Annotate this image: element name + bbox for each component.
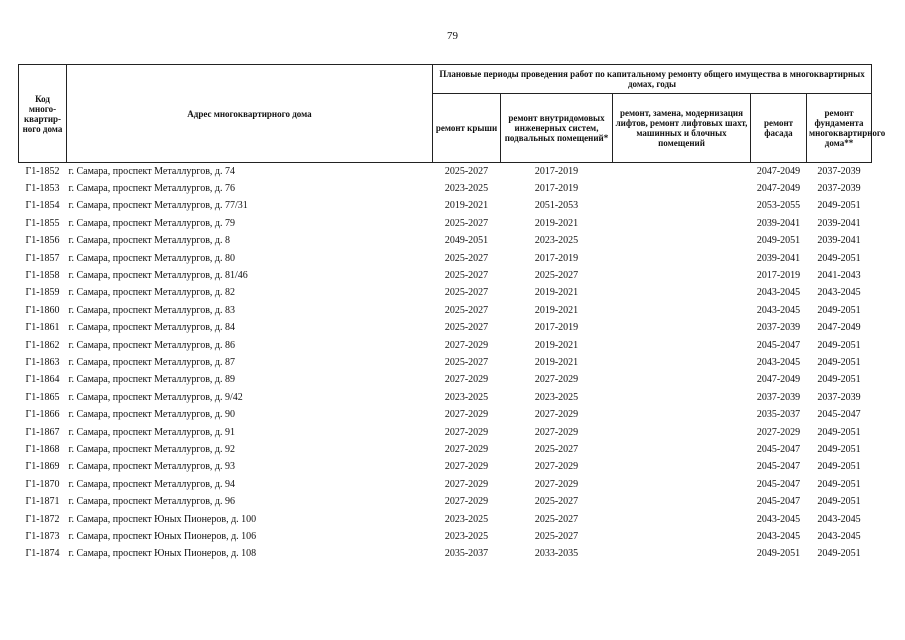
cell-foundation: 2049-2051 bbox=[817, 461, 861, 473]
cell-systems: 2017-2019 bbox=[534, 183, 579, 195]
cell-systems: 2051-2053 bbox=[534, 200, 579, 212]
cell-code: Г1-1867 bbox=[25, 426, 60, 438]
cell-facade: 2047-2049 bbox=[756, 374, 801, 386]
table-row bbox=[19, 476, 872, 493]
cell-address: г. Самара, проспект Юных Пионеров, д. 100 bbox=[68, 513, 257, 525]
cell-code: Г1-1859 bbox=[25, 287, 60, 299]
cell-facade: 2043-2045 bbox=[756, 356, 801, 368]
cell-roof: 2027-2029 bbox=[444, 443, 489, 455]
cell-systems: 2019-2021 bbox=[534, 287, 579, 299]
table-row bbox=[19, 163, 872, 181]
cell-address: г. Самара, проспект Металлургов, д. 9/42 bbox=[68, 391, 243, 403]
cell-lifts bbox=[613, 389, 751, 406]
cell-lifts bbox=[613, 285, 751, 302]
header-address: Адрес многоквартирного дома bbox=[67, 65, 433, 163]
cell-code: Г1-1858 bbox=[25, 270, 60, 282]
cell-facade: 2047-2049 bbox=[756, 183, 801, 195]
cell-systems: 2025-2027 bbox=[534, 496, 579, 508]
cell-lifts bbox=[613, 163, 751, 181]
cell-address: г. Самара, проспект Металлургов, д. 74 bbox=[68, 165, 236, 177]
cell-facade: 2045-2047 bbox=[756, 339, 801, 351]
table-row bbox=[19, 546, 872, 563]
cell-systems: 2027-2029 bbox=[534, 409, 579, 421]
cell-address: г. Самара, проспект Металлургов, д. 92 bbox=[68, 443, 236, 455]
cell-lifts bbox=[613, 476, 751, 493]
cell-code: Г1-1873 bbox=[25, 530, 60, 542]
cell-lifts bbox=[613, 180, 751, 197]
cell-systems: 2027-2029 bbox=[534, 374, 579, 386]
cell-roof: 2027-2029 bbox=[444, 461, 489, 473]
cell-facade: 2027-2029 bbox=[756, 426, 801, 438]
cell-facade: 2017-2019 bbox=[756, 270, 801, 282]
cell-foundation: 2039-2041 bbox=[817, 235, 861, 247]
cell-roof: 2035-2037 bbox=[444, 548, 489, 560]
cell-lifts bbox=[613, 372, 751, 389]
cell-roof: 2027-2029 bbox=[444, 409, 489, 421]
cell-facade: 2053-2055 bbox=[756, 200, 801, 212]
cell-systems: 2025-2027 bbox=[534, 513, 579, 525]
cell-foundation: 2037-2039 bbox=[817, 183, 861, 195]
cell-foundation: 2049-2051 bbox=[817, 548, 861, 560]
cell-roof: 2025-2027 bbox=[444, 165, 489, 177]
table-row bbox=[19, 180, 872, 197]
cell-foundation: 2043-2045 bbox=[817, 530, 861, 542]
table-row bbox=[19, 215, 872, 232]
cell-roof: 2027-2029 bbox=[444, 339, 489, 351]
cell-systems: 2017-2019 bbox=[534, 322, 579, 334]
table-row bbox=[19, 233, 872, 250]
cell-facade: 2043-2045 bbox=[756, 513, 801, 525]
cell-code: Г1-1862 bbox=[25, 339, 60, 351]
cell-roof: 2027-2029 bbox=[444, 374, 489, 386]
cell-code: Г1-1855 bbox=[25, 217, 60, 229]
table-row bbox=[19, 424, 872, 441]
cell-code: Г1-1861 bbox=[25, 322, 60, 334]
cell-facade: 2047-2049 bbox=[756, 165, 801, 177]
cell-lifts bbox=[613, 354, 751, 371]
cell-foundation: 2047-2049 bbox=[817, 322, 861, 334]
cell-foundation: 2043-2045 bbox=[817, 287, 861, 299]
header-roof: ремонт крыши bbox=[433, 94, 501, 163]
cell-systems: 2023-2025 bbox=[534, 235, 579, 247]
cell-facade: 2043-2045 bbox=[756, 287, 801, 299]
cell-roof: 2023-2025 bbox=[444, 391, 489, 403]
cell-code: Г1-1872 bbox=[25, 513, 60, 525]
cell-systems: 2019-2021 bbox=[534, 217, 579, 229]
cell-code: Г1-1869 bbox=[25, 461, 60, 473]
cell-address: г. Самара, проспект Металлургов, д. 76 bbox=[68, 183, 236, 195]
cell-facade: 2045-2047 bbox=[756, 496, 801, 508]
cell-address: г. Самара, проспект Металлургов, д. 91 bbox=[68, 426, 236, 438]
cell-facade: 2045-2047 bbox=[756, 461, 801, 473]
cell-foundation: 2041-2043 bbox=[817, 270, 861, 282]
cell-foundation: 2043-2045 bbox=[817, 513, 861, 525]
cell-code: Г1-1860 bbox=[25, 304, 60, 316]
cell-code: Г1-1853 bbox=[25, 183, 60, 195]
cell-lifts bbox=[613, 459, 751, 476]
cell-foundation: 2037-2039 bbox=[817, 165, 861, 177]
table-row bbox=[19, 389, 872, 406]
cell-systems: 2025-2027 bbox=[534, 443, 579, 455]
cell-lifts bbox=[613, 511, 751, 528]
cell-lifts bbox=[613, 215, 751, 232]
cell-foundation: 2049-2051 bbox=[817, 252, 861, 264]
cell-address: г. Самара, проспект Юных Пионеров, д. 108 bbox=[68, 548, 257, 560]
cell-address: г. Самара, проспект Юных Пионеров, д. 106 bbox=[68, 530, 257, 542]
cell-address: г. Самара, проспект Металлургов, д. 79 bbox=[68, 217, 236, 229]
cell-code: Г1-1868 bbox=[25, 443, 60, 455]
table-row bbox=[19, 459, 872, 476]
cell-code: Г1-1857 bbox=[25, 252, 60, 264]
cell-foundation: 2045-2047 bbox=[817, 409, 861, 421]
table-row bbox=[19, 406, 872, 423]
cell-roof: 2025-2027 bbox=[444, 322, 489, 334]
cell-systems: 2019-2021 bbox=[534, 304, 579, 316]
table-row bbox=[19, 285, 872, 302]
cell-systems: 2033-2035 bbox=[534, 548, 579, 560]
cell-facade: 2037-2039 bbox=[756, 391, 801, 403]
cell-facade: 2049-2051 bbox=[756, 235, 801, 247]
cell-facade: 2043-2045 bbox=[756, 304, 801, 316]
cell-code: Г1-1864 bbox=[25, 374, 60, 386]
cell-foundation: 2049-2051 bbox=[817, 496, 861, 508]
cell-lifts bbox=[613, 233, 751, 250]
cell-code: Г1-1871 bbox=[25, 496, 60, 508]
cell-systems: 2019-2021 bbox=[534, 339, 579, 351]
table-row bbox=[19, 267, 872, 284]
header-planned-periods: Плановые периоды проведения работ по капитальному ремонту общего имущества в многоквартирных домах, годы bbox=[433, 65, 872, 94]
cell-facade: 2043-2045 bbox=[756, 530, 801, 542]
table-row bbox=[19, 354, 872, 371]
cell-systems: 2025-2027 bbox=[534, 530, 579, 542]
cell-address: г. Самара, проспект Металлургов, д. 86 bbox=[68, 339, 236, 351]
table-row bbox=[19, 441, 872, 458]
cell-systems: 2017-2019 bbox=[534, 165, 579, 177]
cell-foundation: 2039-2041 bbox=[817, 217, 861, 229]
cell-roof: 2023-2025 bbox=[444, 513, 489, 525]
cell-address: г. Самара, проспект Металлургов, д. 81/46 bbox=[68, 270, 248, 282]
cell-systems: 2025-2027 bbox=[534, 270, 579, 282]
cell-roof: 2025-2027 bbox=[444, 252, 489, 264]
cell-code: Г1-1870 bbox=[25, 478, 60, 490]
cell-foundation: 2049-2051 bbox=[817, 200, 861, 212]
cell-address: г. Самара, проспект Металлургов, д. 84 bbox=[68, 322, 236, 334]
cell-address: г. Самара, проспект Металлургов, д. 83 bbox=[68, 304, 236, 316]
cell-lifts bbox=[613, 320, 751, 337]
cell-lifts bbox=[613, 441, 751, 458]
cell-systems: 2019-2021 bbox=[534, 356, 579, 368]
cell-roof: 2025-2027 bbox=[444, 304, 489, 316]
cell-roof: 2027-2029 bbox=[444, 478, 489, 490]
table-row bbox=[19, 302, 872, 319]
cell-foundation: 2049-2051 bbox=[817, 304, 861, 316]
cell-lifts bbox=[613, 250, 751, 267]
cell-systems: 2023-2025 bbox=[534, 391, 579, 403]
cell-lifts bbox=[613, 406, 751, 423]
cell-roof: 2049-2051 bbox=[444, 235, 489, 247]
header-systems: ремонт внутридомовых инженерных систем, подвальных помещений* bbox=[501, 94, 613, 163]
cell-lifts bbox=[613, 267, 751, 284]
header-foundation: ремонт фундамента многоквартирного дома** bbox=[807, 94, 872, 163]
cell-code: Г1-1852 bbox=[25, 165, 60, 177]
cell-code: Г1-1874 bbox=[25, 548, 60, 560]
cell-lifts bbox=[613, 302, 751, 319]
cell-roof: 2019-2021 bbox=[444, 200, 489, 212]
cell-systems: 2027-2029 bbox=[534, 426, 579, 438]
cell-address: г. Самара, проспект Металлургов, д. 96 bbox=[68, 496, 236, 508]
cell-roof: 2025-2027 bbox=[444, 217, 489, 229]
header-lifts: ремонт, замена, модернизация лифтов, ремонт лифтовых шахт, машинных и блочных помещений bbox=[613, 94, 751, 163]
table-row bbox=[19, 250, 872, 267]
table-row bbox=[19, 320, 872, 337]
cell-address: г. Самара, проспект Металлургов, д. 82 bbox=[68, 287, 236, 299]
table-row bbox=[19, 493, 872, 510]
header-facade: ремонт фасада bbox=[751, 94, 807, 163]
cell-systems: 2027-2029 bbox=[534, 478, 579, 490]
cell-roof: 2025-2027 bbox=[444, 270, 489, 282]
cell-address: г. Самара, проспект Металлургов, д. 93 bbox=[68, 461, 236, 473]
cell-facade: 2045-2047 bbox=[756, 478, 801, 490]
page-number: 79 bbox=[447, 30, 458, 42]
repair-schedule-table bbox=[18, 64, 886, 563]
table-header bbox=[19, 65, 886, 163]
cell-address: г. Самара, проспект Металлургов, д. 80 bbox=[68, 252, 236, 264]
cell-code: Г1-1865 bbox=[25, 391, 60, 403]
cell-facade: 2039-2041 bbox=[756, 252, 801, 264]
cell-roof: 2023-2025 bbox=[444, 530, 489, 542]
cell-roof: 2025-2027 bbox=[444, 356, 489, 368]
cell-facade: 2045-2047 bbox=[756, 443, 801, 455]
cell-systems: 2017-2019 bbox=[534, 252, 579, 264]
cell-facade: 2035-2037 bbox=[756, 409, 801, 421]
cell-facade: 2049-2051 bbox=[756, 548, 801, 560]
cell-address: г. Самара, проспект Металлургов, д. 90 bbox=[68, 409, 236, 421]
cell-lifts bbox=[613, 493, 751, 510]
table-row bbox=[19, 198, 872, 215]
cell-address: г. Самара, проспект Металлургов, д. 87 bbox=[68, 356, 236, 368]
cell-lifts bbox=[613, 198, 751, 215]
cell-address: г. Самара, проспект Металлургов, д. 8 bbox=[68, 235, 231, 247]
cell-code: Г1-1863 bbox=[25, 356, 60, 368]
cell-address: г. Самара, проспект Металлургов, д. 77/31 bbox=[68, 200, 248, 212]
cell-foundation: 2049-2051 bbox=[817, 339, 861, 351]
cell-foundation: 2049-2051 bbox=[817, 356, 861, 368]
table-body bbox=[19, 163, 872, 563]
cell-foundation: 2049-2051 bbox=[817, 374, 861, 386]
cell-code: Г1-1854 bbox=[25, 200, 60, 212]
header-code: Код много-квартир-ного дома bbox=[19, 65, 67, 163]
cell-foundation: 2049-2051 bbox=[817, 443, 861, 455]
cell-roof: 2027-2029 bbox=[444, 426, 489, 438]
cell-address: г. Самара, проспект Металлургов, д. 89 bbox=[68, 374, 236, 386]
cell-foundation: 2049-2051 bbox=[817, 426, 861, 438]
cell-foundation: 2049-2051 bbox=[817, 478, 861, 490]
cell-code: Г1-1866 bbox=[25, 409, 60, 421]
cell-lifts bbox=[613, 546, 751, 563]
cell-systems: 2027-2029 bbox=[534, 461, 579, 473]
cell-lifts bbox=[613, 337, 751, 354]
table-row bbox=[19, 372, 872, 389]
table-row bbox=[19, 337, 872, 354]
cell-facade: 2039-2041 bbox=[756, 217, 801, 229]
cell-facade: 2037-2039 bbox=[756, 322, 801, 334]
cell-roof: 2027-2029 bbox=[444, 496, 489, 508]
table-row bbox=[19, 511, 872, 528]
cell-lifts bbox=[613, 424, 751, 441]
cell-code: Г1-1856 bbox=[25, 235, 60, 247]
cell-lifts bbox=[613, 528, 751, 545]
table-row bbox=[19, 528, 872, 545]
cell-foundation: 2037-2039 bbox=[817, 391, 861, 403]
cell-address: г. Самара, проспект Металлургов, д. 94 bbox=[68, 478, 236, 490]
cell-roof: 2023-2025 bbox=[444, 183, 489, 195]
cell-roof: 2025-2027 bbox=[444, 287, 489, 299]
